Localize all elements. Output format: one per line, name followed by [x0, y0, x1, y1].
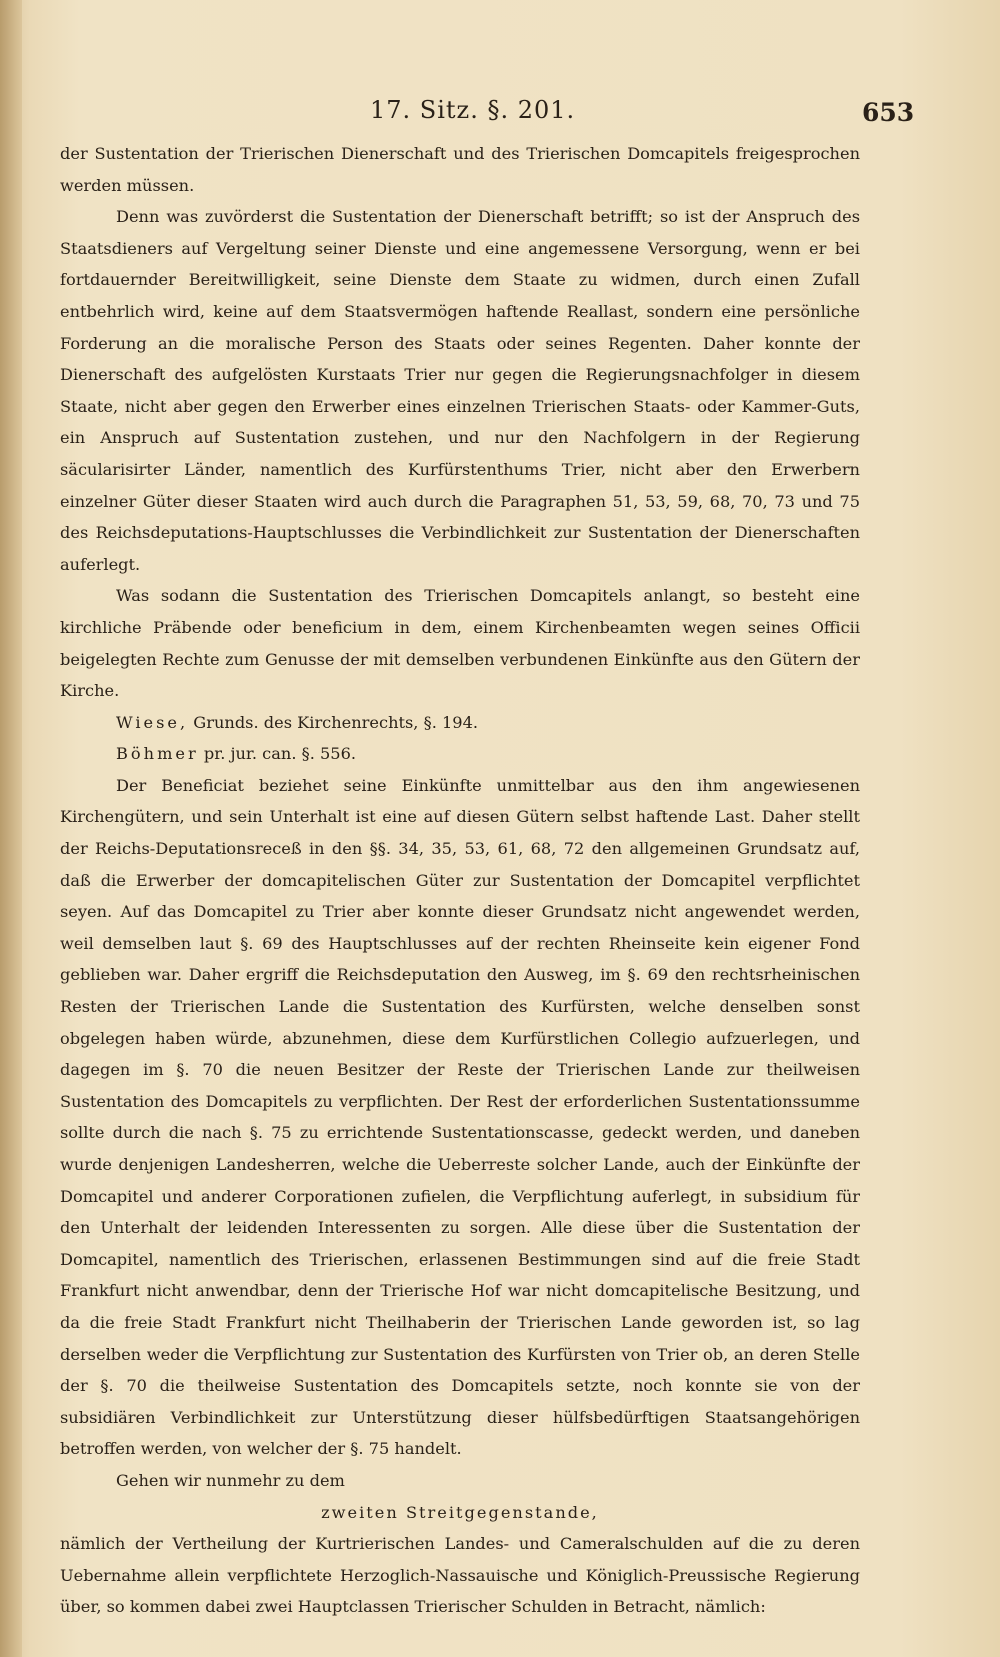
citation-author: Böhmer: [116, 744, 199, 764]
paragraph-5: Gehen wir nunmehr zu dem: [116, 1470, 345, 1490]
citation-boehmer: [60, 738, 860, 770]
paragraph-4: Der Beneficiat beziehet seine Einkünfte unmittelbar aus den ihm angewiesenen Kirchengütern, und sein Unterhalt ist eine auf diesen Gütern selbst haftende Last. Daher stellt der Reichs-Deputationsreceß in den §§. 34, 35, 53, 61, 68, 72 den allgemeinen Grundsatz auf, daß die Erwerber der domcapitelischen Güter zur Sustentation der Domcapitel verpflichtet seyen. Auf das Domcapitel zu Trier aber konnte dieser Grundsatz nicht angewendet werden, weil demselben laut §. 69 des Hauptschlusses auf der rechten Rheinseite kein eigener Fond geblieben war. Daher ergriff die Reichsdeputation den Ausweg, im §. 69 den rechtsrheinischen Resten der Trierischen Lande die Sustentation des Kurfürsten, welche denselben sonst obgelegen haben würde, abzunehmen, diese dem Kurfürstlichen Collegio aufzuerlegen, und dagegen im §. 70 die neuen Besitzer der Reste der Trierischen Lande zur theilweisen Sustentation des Domcapitels zu verpflichten. Der Rest der erforderlichen Sustentationssumme sollte durch die nach §. 75 zu errichtende Sustentationscasse, gedeckt werden, und daneben wurde denjenigen Landesherren, welche die Ueberreste solcher Lande, auch der Einkünfte der Domcapitel und anderer Corporationen zufielen, die Verpflichtung auferlegt, in subsidium für den Unterhalt der leidenden Interessenten zu sorgen. Alle diese über die Sustentation der Domcapitel, namentlich des Trierischen, erlassenen Bestimmungen sind auf die freie Stadt Frankfurt nicht anwendbar, denn der Trierische Hof war nicht domcapitelische Besitzung, und da die freie Stadt Frankfurt nicht Theilhaberin der Trierischen Lande geworden ist, so lag derselben weder die Verpflichtung zur Sustentation des Kurfürsten von Trier ob, an deren Stelle der §. 70 die theilweise Sustentation des Domcapitels setzte, noch konnte sie von der subsidiären Verbindlichkeit zur Unterstützung dieser hülfsbedürftigen Staatsangehörigen betroffen werden, von welcher der §. 75 handelt.: [60, 775, 860, 1459]
paragraph-3: Was sodann die Sustentation des Trierischen Domcapitels anlangt, so besteht eine kirchliche Präbende oder beneficium in dem, einem Kirchenbeamten wegen seines Officii beigelegten Rechte zum Genusse der mit demselben verbundenen Einkünfte aus den Gütern der Kirche.: [60, 586, 860, 701]
page-header: [0, 92, 1000, 132]
section-heading: zweiten Streitgegenstande,: [321, 1502, 599, 1522]
book-spine-shadow: [0, 0, 22, 1657]
paragraph-2: Denn was zuvörderst die Sustentation der Dienerschaft betrifft; so ist der Anspruch des Staatsdieners auf Vergeltung seiner Dienste und eine angemessene Versorgung, wenn er bei fortdauernder Bereitwilligkeit, seine Dienste dem Staate zu widmen, durch einen Zufall entbehrlich wird, keine auf dem Staatsvermögen haftende Reallast, sondern eine persönliche Forderung an die moralische Person des Staats oder seines Regenten. Daher konnte der Dienerschaft des aufgelösten Kurstaats Trier nur gegen die Regierungsnachfolger in diesem Staate, nicht aber gegen den Erwerber eines einzelnen Trierischen Staats- oder Kammer-Guts, ein Anspruch auf Sustentation zustehen, und nur den Nachfolgern in der Regierung säcularisirter Länder, namentlich des Kurfürstenthums Trier, nicht aber den Erwerbern einzelner Güter dieser Staaten wird auch durch die Paragraphen 51, 53, 59, 68, 70, 73 und 75 des Reichsdeputations-Hauptschlusses die Verbindlichkeit zur Sustentation der Dienerschaften auferlegt.: [60, 207, 860, 574]
citation-reference: pr. jur. can. §. 556.: [198, 744, 357, 764]
citation-author: Wiese,: [116, 712, 189, 732]
citation-wiese: [60, 707, 860, 739]
running-head: 17. Sitz. §. 201.: [370, 96, 576, 124]
paragraph-1: der Sustentation der Trierischen Dienerschaft und des Trierischen Domcapitels freigesprochen werden müssen.: [60, 144, 860, 195]
page-number: 653: [862, 98, 915, 127]
paragraph-6: nämlich der Vertheilung der Kurtrierischen Landes- und Cameralschulden auf die zu deren Uebernahme allein verpflichtete Herzoglich-Nassauische und Königlich-Preussische Regierung über, so kommen dabei zwei Hauptclassen Trierischer Schulden in Betracht, nämlich:: [60, 1534, 860, 1617]
body-text: [60, 138, 860, 1623]
citation-reference: Grunds. des Kirchenrechts, §. 194.: [188, 712, 479, 732]
